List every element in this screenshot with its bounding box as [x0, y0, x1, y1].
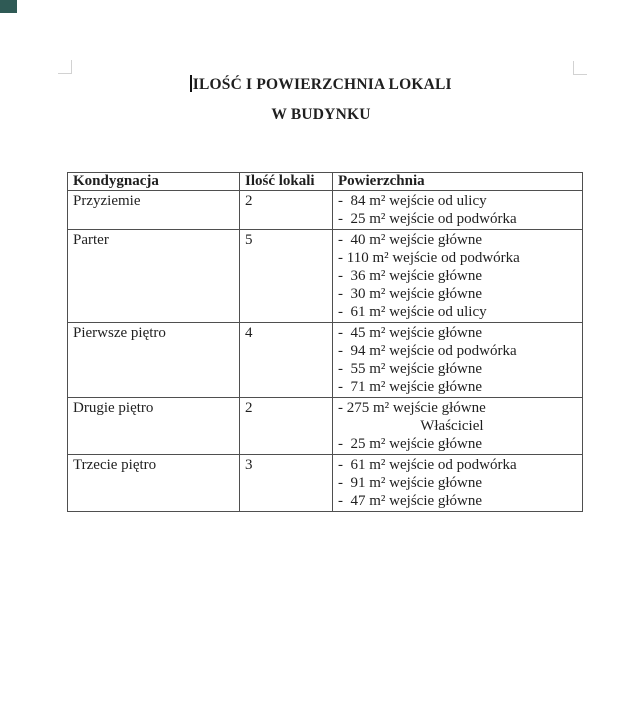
header-units-count[interactable]: Ilość lokali — [240, 173, 333, 191]
units-count-cell[interactable]: 4 — [240, 323, 333, 398]
table-row — [68, 323, 583, 398]
area-line: - 55 m² wejście główne — [338, 361, 483, 377]
areas-cell[interactable] — [333, 398, 583, 455]
area-line: - 61 m² wejście od ulicy — [338, 304, 487, 320]
area-line: - 61 m² wejście od podwórka — [338, 457, 517, 473]
margin-crop-mark-left — [58, 60, 72, 74]
area-line: - 71 m² wejście główne — [338, 379, 483, 395]
area-line: - 40 m² wejście główne — [338, 232, 483, 248]
area-line: - 91 m² wejście główne — [338, 475, 483, 491]
areas-cell[interactable] — [333, 191, 583, 230]
units-count-cell[interactable]: 3 — [240, 455, 333, 512]
text-cursor — [190, 75, 192, 92]
table-header-row — [68, 173, 583, 191]
storey-cell[interactable]: Trzecie piętro — [68, 455, 240, 512]
table-row — [68, 398, 583, 455]
storey-cell[interactable]: Drugie piętro — [68, 398, 240, 455]
storey-cell[interactable]: Parter — [68, 230, 240, 323]
area-line: - 45 m² wejście główne — [338, 325, 483, 341]
premises-table — [67, 172, 583, 512]
area-line: - 36 m² wejście główne — [338, 268, 483, 284]
header-area[interactable]: Powierzchnia — [333, 173, 583, 191]
units-count-cell[interactable]: 2 — [240, 398, 333, 455]
area-line: - 25 m² wejście główne — [338, 436, 483, 452]
areas-cell[interactable] — [333, 323, 583, 398]
areas-cell[interactable] — [333, 455, 583, 512]
margin-crop-mark-right — [573, 61, 587, 75]
table-body — [68, 191, 583, 512]
table-row — [68, 455, 583, 512]
area-line: - 30 m² wejście główne — [338, 286, 483, 302]
document-subtitle: W BUDYNKU — [271, 106, 371, 123]
document-title-text: ILOŚĆ I POWIERZCHNIA LOKALI — [192, 76, 452, 93]
area-line: Właściciel — [338, 418, 484, 434]
window-corner-artifact — [0, 0, 17, 13]
units-count-cell[interactable]: 5 — [240, 230, 333, 323]
areas-cell[interactable] — [333, 230, 583, 323]
area-line: - 275 m² wejście główne — [338, 400, 486, 416]
area-line: - 25 m² wejście od podwórka — [338, 211, 517, 227]
document-title — [0, 75, 642, 94]
units-count-cell[interactable]: 2 — [240, 191, 333, 230]
area-line: - 47 m² wejście główne — [338, 493, 483, 509]
storey-cell[interactable]: Przyziemie — [68, 191, 240, 230]
header-storey[interactable]: Kondygnacja — [68, 173, 240, 191]
table-row — [68, 230, 583, 323]
area-line: - 110 m² wejście od podwórka — [338, 250, 520, 266]
storey-cell[interactable]: Pierwsze piętro — [68, 323, 240, 398]
area-line: - 84 m² wejście od ulicy — [338, 193, 487, 209]
area-line: - 94 m² wejście od podwórka — [338, 343, 517, 359]
table-row — [68, 191, 583, 230]
